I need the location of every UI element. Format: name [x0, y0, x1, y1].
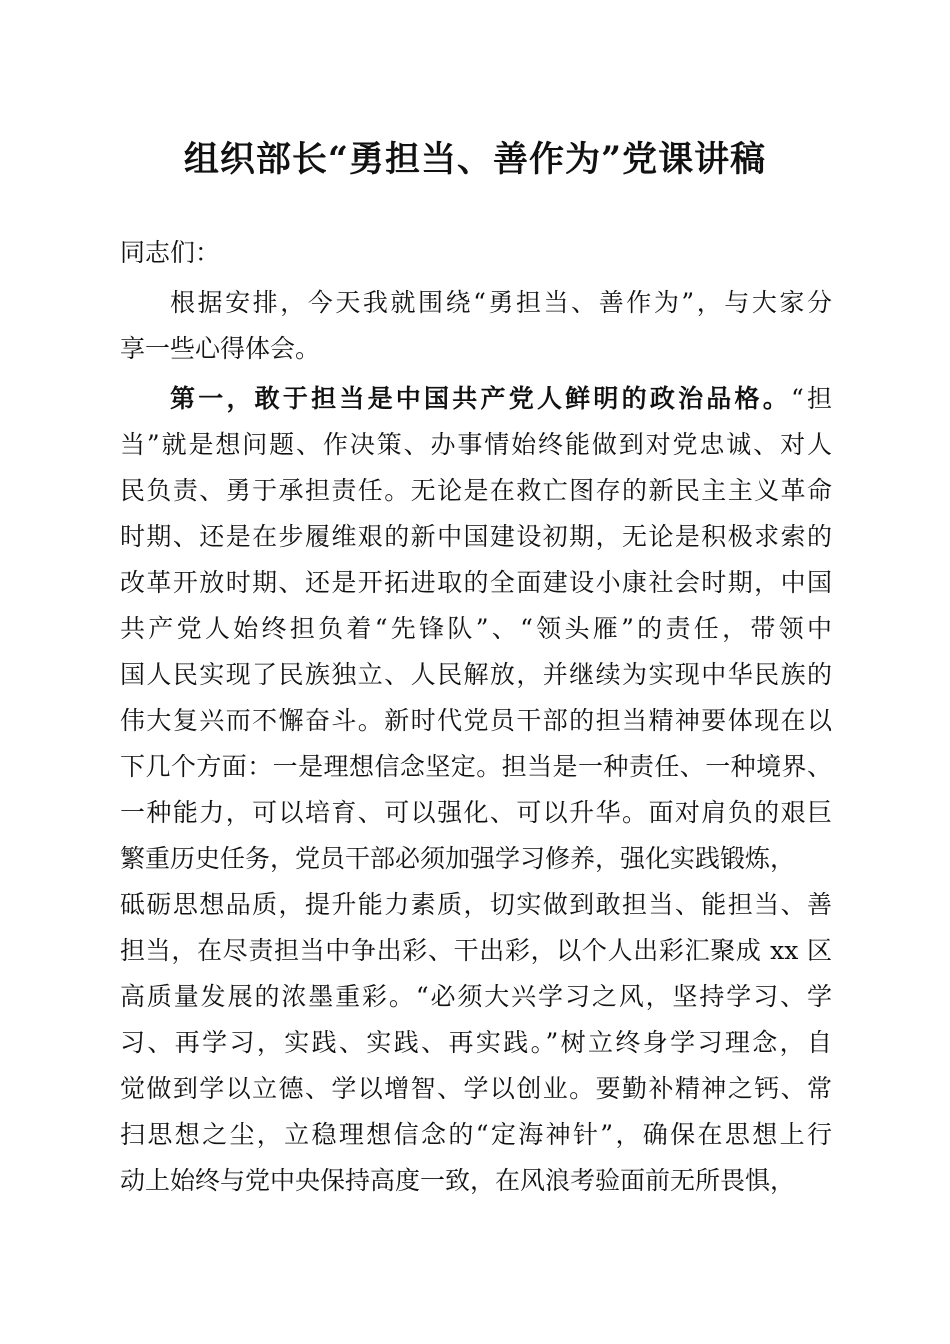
paragraph-line: 砥砺思想品质，提升能力素质，切实做到敢担当、能担当、善 — [120, 890, 832, 919]
paragraph-line: 觉做到学以立德、学以增智、学以创业。要勤补精神之钙、常 — [120, 1074, 832, 1103]
paragraph-line: 伟大复兴而不懈奋斗。新时代党员干部的担当精神要体现在以 — [120, 706, 832, 735]
paragraph-line: 扫思想之尘，立稳理想信念的“定海神针”，确保在思想上行 — [120, 1120, 832, 1149]
document-title: 组织部长“勇担当、善作为”党课讲稿 — [183, 139, 767, 180]
paragraph-line: 繁重历史任务，党员干部必须加强学习修养，强化实践锻炼， — [120, 844, 796, 873]
paragraph-line: 民负责、勇于承担责任。无论是在救亡图存的新民主主义革命 — [120, 476, 832, 505]
salutation: 同志们： — [120, 238, 221, 267]
paragraph-line: 国人民实现了民族独立、人民解放，并继续为实现中华民族的 — [120, 660, 832, 689]
paragraph-line: 高质量发展的浓墨重彩。“必须大兴学习之风，坚持学习、学 — [120, 982, 832, 1011]
paragraph-line: 担当，在尽责担当中争出彩、干出彩，以个人出彩汇聚成 xx 区 — [120, 936, 832, 965]
paragraph-line: 改革开放时期、还是开拓进取的全面建设小康社会时期，中国 — [120, 568, 832, 597]
paragraph-line: 一种能力，可以培育、可以强化、可以升华。面对肩负的艰巨 — [120, 798, 832, 827]
paragraph-line: 当”就是想问题、作决策、办事情始终能做到对党忠诚、对人 — [120, 430, 832, 459]
intro-line: 享一些心得体会。 — [120, 334, 321, 363]
paragraph-line: 习、再学习，实践、实践、再实践。”树立终身学习理念，自 — [120, 1028, 832, 1057]
section1-heading: 第一，敢于担当是中国共产党人鲜明的政治品格。 — [170, 384, 791, 413]
paragraph-line: 共产党人始终担负着“先锋队”、“领头雁”的责任，带领中 — [120, 614, 832, 643]
paragraph-line: 动上始终与党中央保持高度一致，在风浪考验面前无所畏惧， — [120, 1166, 796, 1195]
document-body — [120, 230, 832, 1204]
section1-heading-tail: “担 — [790, 384, 832, 413]
intro-line: 根据安排，今天我就围绕“勇担当、善作为”，与大家分 — [170, 288, 832, 317]
paragraph-line: 时期、还是在步履维艰的新中国建设初期，无论是积极求索的 — [120, 522, 832, 551]
paragraph-line: 下几个方面：一是理想信念坚定。担当是一种责任、一种境界、 — [120, 752, 832, 781]
section1-heading-line — [120, 376, 832, 422]
